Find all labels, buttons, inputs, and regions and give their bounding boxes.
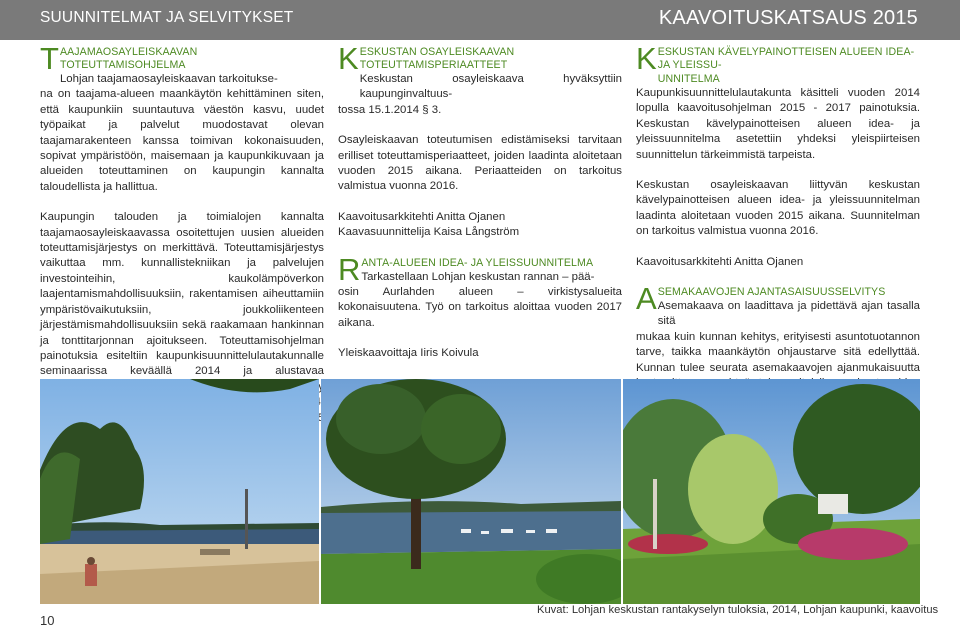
- article-first-line: Lohjan taajamaosayleiskaavan tarkoitukse-: [59, 73, 278, 85]
- article-heading: [40, 41, 324, 87]
- signature-line: Kaavasuunnittelija Kaisa Långström: [338, 226, 520, 239]
- article-first-line: Tarkastellaan Lohjan keskustan rannan – pää-: [361, 270, 595, 283]
- article-title: ANTA-ALUEEN IDEA- JA YLEISSUUNNITELMA: [361, 256, 594, 269]
- article-title: AAJAMAOSAYLEISKAAVAN TOTEUTTAMISOHJELMA: [59, 46, 198, 71]
- beach-photo: [40, 379, 319, 604]
- article-heading: [636, 41, 920, 86]
- article-ranta-alue: [338, 251, 622, 332]
- author-signature: Yleiskaavoittaja Iiris Koivula: [338, 347, 479, 360]
- park-photo: [623, 379, 920, 604]
- article-body: mukaa kuin kunnan kehitys, erityisesti asuntotuotannon tarve, taikka maankäytön ohjaustarve sitä edellyttää. Kunnan tulee seurata asemakaavojen ajanmukaisuutta: [636, 330, 920, 374]
- article-heading: [636, 281, 920, 330]
- article-title: SEMAKAAVOJEN AJANTASAISUUSSELVITYS: [657, 286, 886, 299]
- article-paragraph: Keskustan osayleiskaavan liittyvän keskustan kävelypainotteisen alueen idea- ja yleissuunnitelman laadinta aloitetaan vuoden 2015 aikana. Suunnitelman on tarkoitus valmistua vuonna 2016.: [636, 179, 920, 238]
- harbour-photo: [321, 379, 621, 604]
- publication-title: KAAVOITUSKATSAUS 2015: [658, 7, 918, 29]
- photo-strip: [40, 379, 920, 604]
- article-first-line: Asemakaava on laadittava ja pidettävä ajan tasalla sitä: [657, 300, 920, 328]
- article-first-line: Keskustan osayleiskaava hyväksyttiin kaupunginvaltuus-: [359, 73, 622, 101]
- article-heading: [338, 251, 622, 287]
- author-signature: Kaavoitusarkkitehti Anitta Ojanen: [636, 255, 804, 268]
- article-heading: [338, 41, 622, 103]
- article-body: na on taajama-alueen maankäytön kehittäminen siten, että kaupunkiin suuntautuva väestön kasvu, uudet työpaikat ja palvelut muodostavat olevan taajamarakenteen kanssa toimivan kokonaisuuden, sopivat ympäristöön, maisemaan ja kaupunkikuvaan ja alueiden toteuttaminen on kaupungin kannalta taloudellista ja hallittua.: [40, 88, 324, 193]
- drop-cap: K: [636, 41, 657, 76]
- photo-caption: Kuvat: Lohjan keskustan rantakyselyn tuloksia, 2014, Lohjan kaupunki, kaavoitus: [537, 604, 939, 616]
- drop-cap: A: [636, 281, 657, 317]
- author-signature: [338, 210, 622, 241]
- article-title: ESKUSTAN OSAYLEISKAAVAN TOTEUTTAMISPERIAATTEET: [359, 46, 515, 71]
- article-paragraph: Kaupungin talouden ja toimialojen kannalta taajamaosayleiskaavassa osoitettujen uusien alueiden toteuttamisjärjestys on merkittävä. Toteuttamisjärjestys vaikuttaa mm. kunnallistekniikan ja palvelujen investointeihin, kaukolämpöverkon laajentamismahdollisuuksiin, rakentamisen aiheuttamiin ympäristövaikutuksiin, joukkoliikenteen järjestämismahdollisuuksiin sekä raakamaan hankinnan ja tonttitarjonnan ajoitukseen. Toteuttamisohjelman painotuksia esiteltiin kaupunkisuunnittelulautakunnalle seminaarissa keväällä 2014 ja alustavaa: [40, 211, 324, 378]
- article-paragraph: Osayleiskaavan toteutumisen edistämiseksi tarvitaan erilliset toteuttamisperiaatteet, joiden laadinta aloitetaan vuoden 2015 aikana. Periaatteiden on tarkoitus valmistua vuonna 2016.: [338, 134, 622, 193]
- article-body: osin Aurlahden alueen – virkistysalueita kokonaisuutena. Työ on tarkoitus aloittaa vuoden 2017 aikana.: [338, 286, 622, 329]
- section-title: SUUNNITELMAT JA SELVITYKSET: [40, 9, 294, 26]
- signature-line: Kaavoitusarkkitehti Anitta Ojanen: [338, 210, 506, 223]
- article-toteuttamisperiaatteet: [338, 41, 622, 118]
- page-header: [0, 0, 960, 40]
- column-2: [338, 41, 622, 362]
- page-number: 10: [40, 613, 55, 628]
- article-title: ESKUSTAN KÄVELYPAINOTTEISEN ALUEEN IDEA- JA YLEISSU-: [657, 46, 915, 71]
- drop-cap: R: [338, 251, 361, 287]
- article-body: Kaupunkisuunnittelulautakunta käsitteli vuoden 2014 lopulla kaavoitusohjelman 2015 - 2017 painotuksia. Keskustan kävelypainotteisen alueen idea- ja yleissuunnitelma asetettiin yhdeksi yleispiirteisen suunnittelun tärkeimmistä tarpeista.: [636, 87, 920, 161]
- article-kavelypainotteinen-alue: [636, 41, 920, 163]
- article-body: tossa 15.1.2014 § 3.: [338, 103, 442, 116]
- drop-cap: T: [40, 41, 59, 76]
- article-toteuttamisohjelma: [40, 41, 324, 195]
- drop-cap: K: [338, 41, 359, 76]
- article-title-continued: UNNITELMA: [657, 73, 720, 85]
